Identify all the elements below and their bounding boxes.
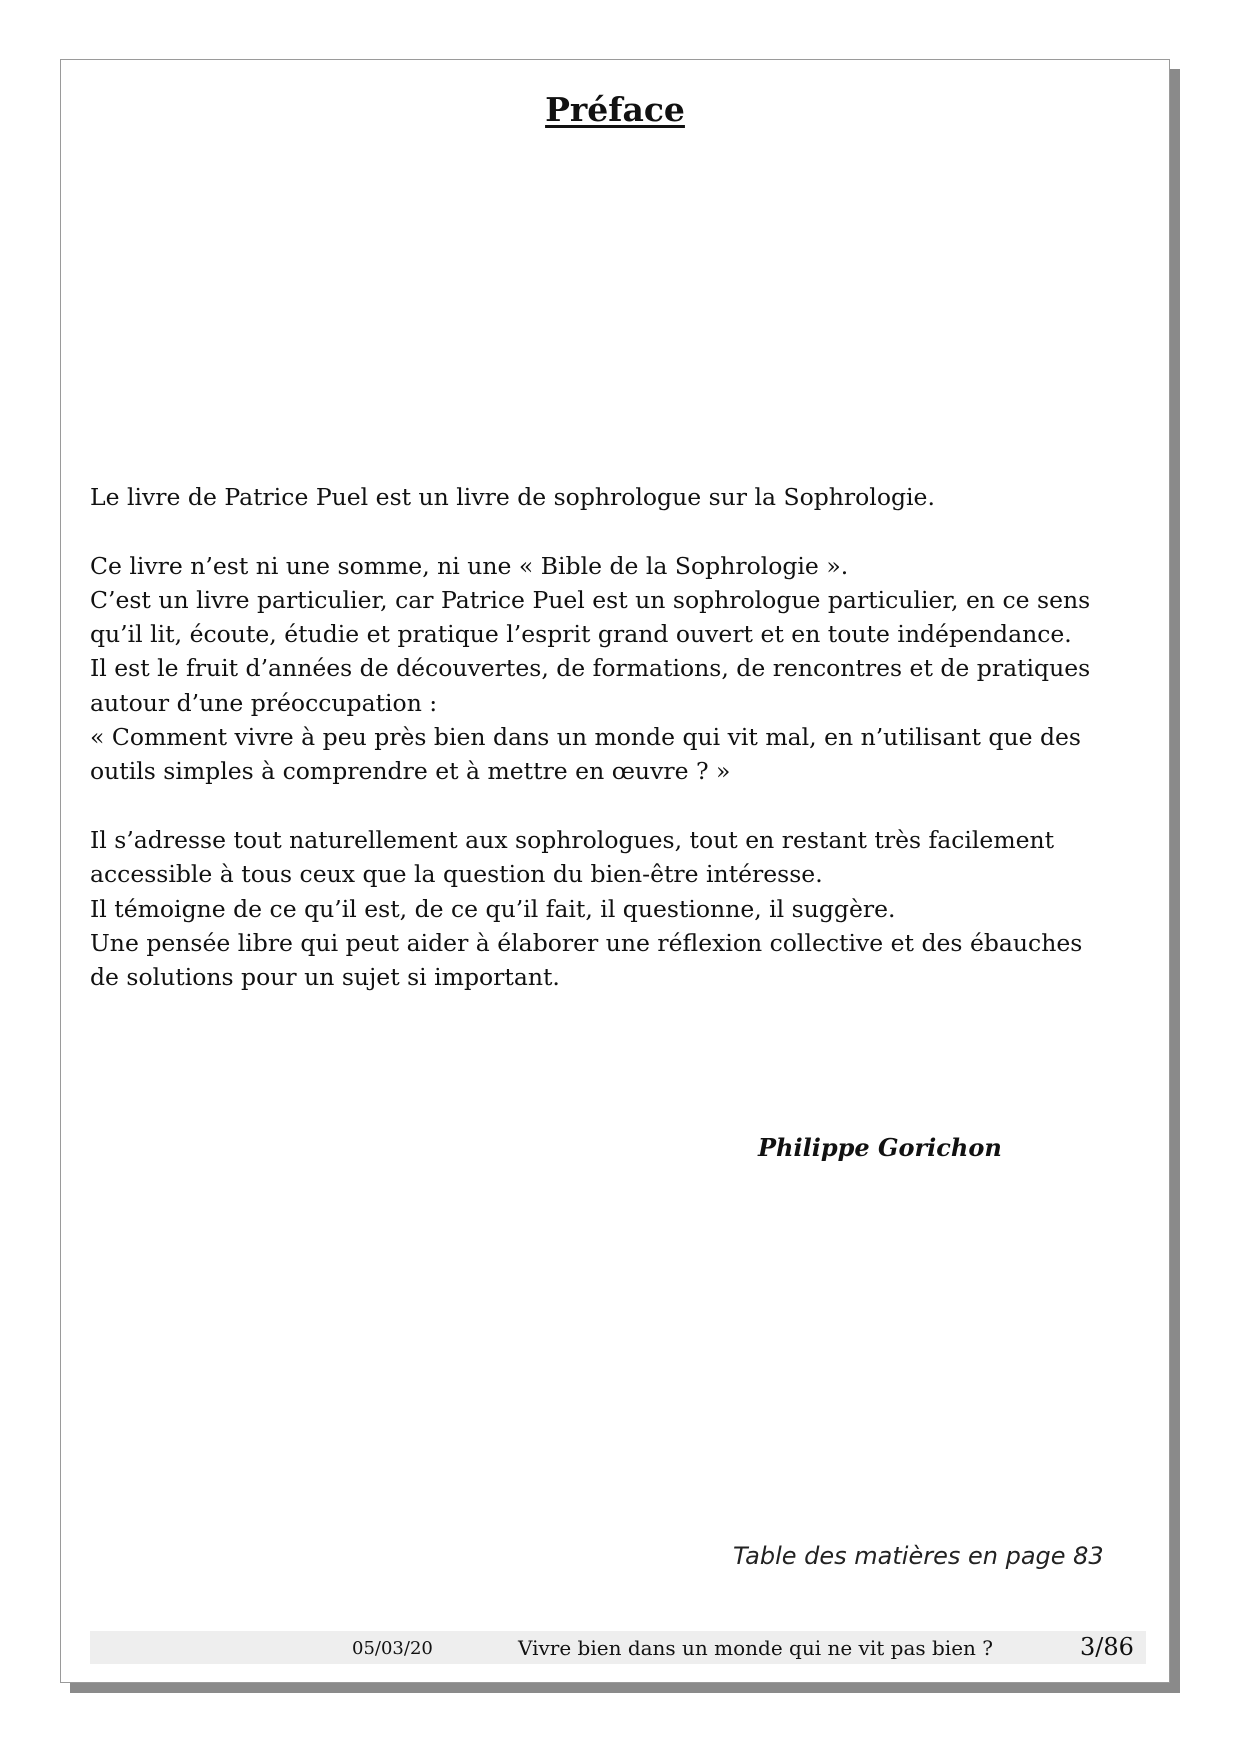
preface-body	[90, 480, 1140, 994]
page-title: Préface	[545, 90, 685, 129]
toc-reference: Table des matières en page 83	[733, 1542, 1104, 1570]
paragraph-gap	[90, 789, 1140, 823]
footer-date: 05/03/20	[352, 1638, 433, 1659]
document-page	[60, 59, 1170, 1683]
paragraph-line: outils simples à comprendre et à mettre en œuvre ? »	[90, 757, 731, 786]
paragraph-line: qu’il lit, écoute, étudie et pratique l’esprit grand ouvert et en toute indépendance.	[90, 620, 1072, 649]
paragraph-line: Il s’adresse tout naturellement aux sophrologues, tout en restant très facilement	[90, 825, 1055, 854]
paragraph-line: Ce livre n’est ni une somme, ni une « Bible de la Sophrologie ».	[90, 551, 849, 580]
footer-book-title: Vivre bien dans un monde qui ne vit pas bien ?	[518, 1636, 993, 1660]
paragraph-line: C’est un livre particulier, car Patrice Puel est un sophrologue particulier, en ce sens	[90, 585, 1091, 614]
paragraph-line: Il témoigne de ce qu’il est, de ce qu’il fait, il questionne, il suggère.	[90, 894, 896, 923]
paragraph-line: autour d’une préoccupation :	[90, 688, 438, 717]
paragraph-line: Il est le fruit d’années de découvertes, de formations, de rencontres et de pratiques	[90, 654, 1091, 683]
author-signature: Philippe Gorichon	[758, 1133, 1002, 1162]
paragraph-line: Le livre de Patrice Puel est un livre de sophrologue sur la Sophrologie.	[90, 483, 935, 511]
paragraph-line: accessible à tous ceux que la question du bien-être intéresse.	[90, 860, 823, 889]
paragraph-gap	[90, 514, 1140, 548]
paragraph-line: de solutions pour un sujet si important.	[90, 963, 560, 992]
page-footer	[90, 1631, 1146, 1664]
footer-page-number: 3/86	[1080, 1633, 1134, 1661]
paragraph-line: « Comment vivre à peu près bien dans un monde qui vit mal, en n’utilisant que des	[90, 723, 1081, 752]
paragraph-line: Une pensée libre qui peut aider à élaborer une réflexion collective et des ébauches	[90, 928, 1083, 957]
